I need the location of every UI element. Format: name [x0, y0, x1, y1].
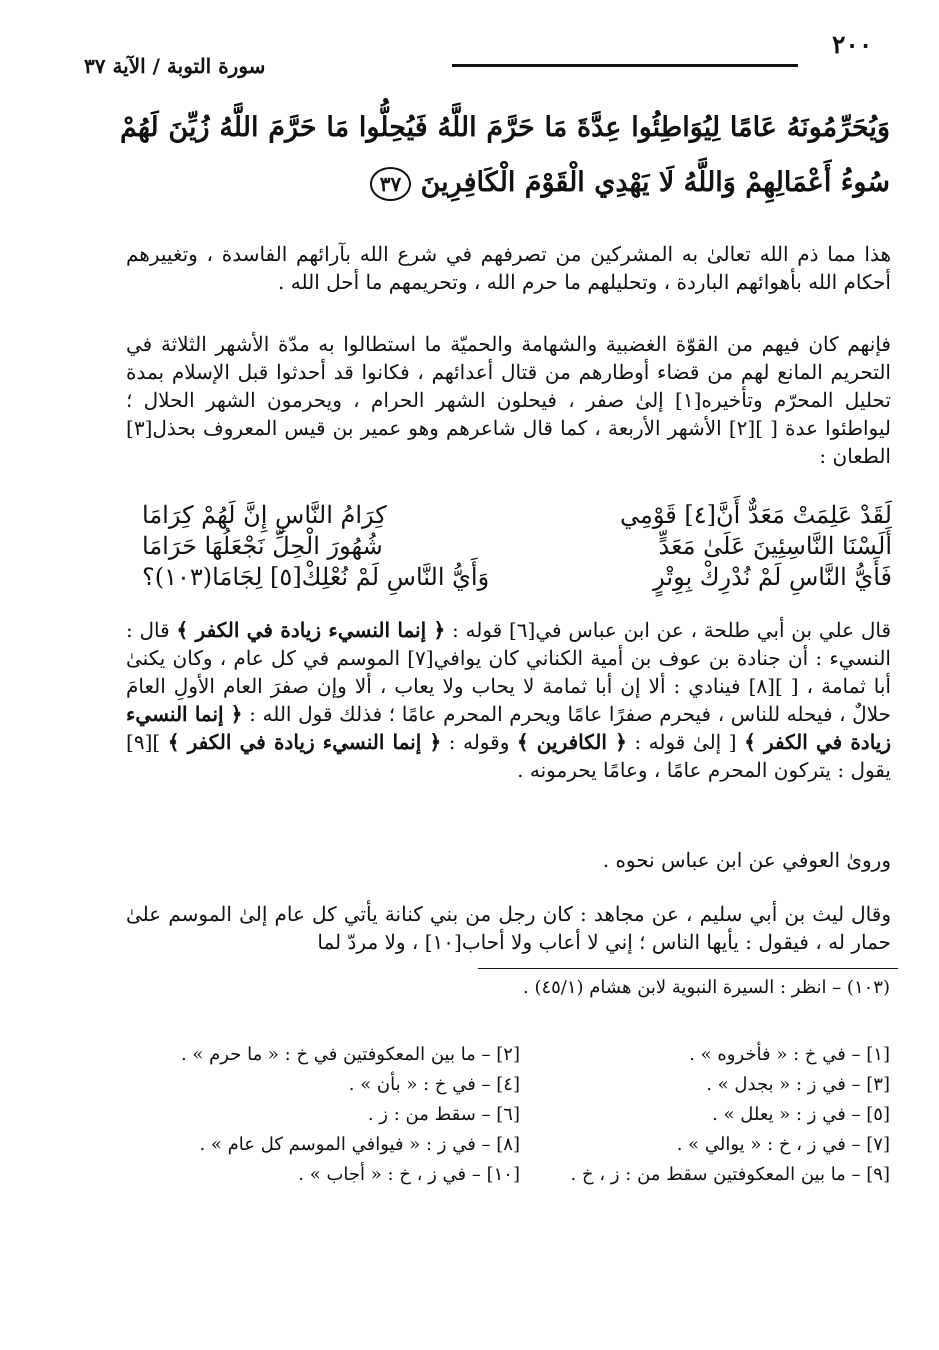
- note-item: [٤] – في خ : « بأن » .: [348, 1074, 520, 1095]
- paragraph-3-intro: قال علي بن أبي طلحة ، عن ابن عباس في[٦] قوله :: [452, 618, 892, 642]
- quran-verse: [120, 100, 890, 210]
- note-item: [٣] – في ز : « بجدل » .: [706, 1074, 890, 1095]
- note-item: [٧] – في ز ، خ : « يوالي » .: [676, 1134, 890, 1155]
- paragraph-5: وقال ليث بن أبي سليم ، عن مجاهد : كان رجل من بني كنانة يأتي كل عام إلىٰ الموسم علىٰ حمار له ، فيقول : يأيها الناس ؛ إني لا أعاب ولا أحاب[١٠] ، ولا مردّ لما: [126, 902, 891, 954]
- footnote-103: (١٠٣) – انظر : السيرة النبوية لابن هشام (٤٥/١) .: [523, 977, 890, 998]
- paragraph-3: [126, 616, 891, 784]
- paragraph-3-mid: [ إلىٰ قوله :: [634, 730, 737, 754]
- paragraph-1: هذا مما ذم الله تعالىٰ به المشركين من تصرفهم في شرع الله بآرائهم الفاسدة ، وتغييرهم أحكام الله بأهوائهم الباردة ، وتحليلهم ما حرم الله ، وتحريمهم ما أحل الله .: [126, 242, 891, 294]
- footnote-rule: [478, 968, 898, 969]
- verse-text: وَيُحَرِّمُونَهُ عَامًا لِيُوَاطِئُوا عِدَّةَ مَا حَرَّمَ اللَّهُ فَيُحِلُّوا مَا حَرَّمَ اللَّهُ زُيِّنَ لَهُمْ سُوءُ أَعْمَالِهِمْ وَاللَّهُ لَا يَهْدِي الْقَوْمَ الْكَافِرِينَ: [120, 112, 890, 198]
- poem: [142, 500, 892, 593]
- note-item: [٩] – ما بين المعكوفتين سقط من : ز ، خ .: [570, 1164, 890, 1185]
- poem-hemistich-second: وَأَيُّ النَّاسِ لَمْ نُعْلِكْ[٥] لِجَامَا(١٠٣)؟: [142, 563, 490, 591]
- note-item: [١] – في خ : « فأخروه » .: [689, 1044, 890, 1065]
- notes-column-left: [150, 1040, 520, 1190]
- notes-column-right: [520, 1040, 890, 1190]
- paragraph-2: فإنهم كان فيهم من القوّة الغضبية والشهامة والحميّة ما استطالوا به مدّة الأشهر الثلاثة في التحريم المانع لهم من قضاء أوطارهم من قتال أعدائهم ، فكانوا قد أحدثوا قبل الإسلام بمدة تحليل المحرّم وتأخيره[١] إلىٰ صفر ، فيحلون الشهر الحرام ، ويحرمون الشهر الحلال ؛ ليواطئوا عدة [ ][٢] الأشهر الأربعة ، كما قال شاعرهم وهو عمير بن قيس المعروف بحذل[٣] الطعان :: [126, 332, 891, 468]
- poem-hemistich-first: فَأَيُّ النَّاسِ لَمْ نُدْرِكْ بِوِتْرٍ: [653, 563, 892, 591]
- paragraph-3-end: ][٩] يقول : يتركون المحرم عامًا ، وعامًا يحرمونه .: [126, 730, 891, 782]
- surah-title: سورة التوبة / الآية ٣٧: [84, 54, 266, 78]
- verse-number-marker: ٣٧: [370, 167, 411, 201]
- quran-quote: ﴿ إنما النسيء زيادة في الكفر ﴾: [167, 730, 442, 754]
- note-item: [٦] – سقط من : ز .: [367, 1104, 520, 1125]
- poem-verse: [142, 500, 892, 531]
- poem-verse: [142, 562, 892, 593]
- note-item: [١٠] – في ز ، خ : « أجاب » .: [298, 1164, 520, 1185]
- page-number: ٢٠٠: [832, 30, 873, 59]
- note-item: [٢] – ما بين المعكوفتين في خ : « ما حرم » .: [180, 1044, 520, 1065]
- poem-hemistich-second: شُهُورَ الْحِلِّ نَجْعَلُهَا حَرَامَا: [142, 532, 383, 560]
- poem-hemistich-first: لَقَدْ عَلِمَتْ مَعَدٌّ أَنَّ[٤] قَوْمِي: [620, 501, 892, 529]
- quran-quote: ﴿ إنما النسيء زيادة في الكفر ﴾: [126, 702, 892, 754]
- header-rule: [452, 64, 798, 67]
- paragraph-4: وروىٰ العوفي عن ابن عباس نحوه .: [602, 848, 891, 872]
- editorial-notes: [150, 1040, 890, 1190]
- note-item: [٥] – في ز : « يعلل » .: [712, 1104, 890, 1125]
- quran-quote: ﴿ الكافرين ﴾: [516, 730, 627, 754]
- poem-verse: [142, 531, 892, 562]
- paragraph-3-mid2: وقوله :: [448, 730, 510, 754]
- poem-hemistich-first: أَلَسْنَا النَّاسِئِينَ عَلَىٰ مَعَدٍّ: [658, 532, 892, 560]
- note-item: [٨] – في ز : « فيوافي الموسم كل عام » .: [199, 1134, 520, 1155]
- poem-hemistich-second: كِرَامُ النَّاسِ إِنَّ لَهُمْ كِرَامَا: [142, 501, 387, 529]
- quran-quote: ﴿ إنما النسيء زيادة في الكفر ﴾: [176, 618, 446, 642]
- paragraph-3-body: قال : النسيء : أن جنادة بن عوف بن أمية الكناني كان يوافي[٧] الموسم في كل عام ، وكان يكنىٰ أبا ثمامة ، [ ][٨] فينادي : ألا إن أبا ثمامة لا يحاب ولا يعاب ، ألا وإن صفرَ العام الأولِ العامَ حلالٌ ، فيحله للناس ، فيحرم صفرًا عامًا ويحرم المحرم عامًا ؛ فذلك قول الله :: [126, 618, 891, 726]
